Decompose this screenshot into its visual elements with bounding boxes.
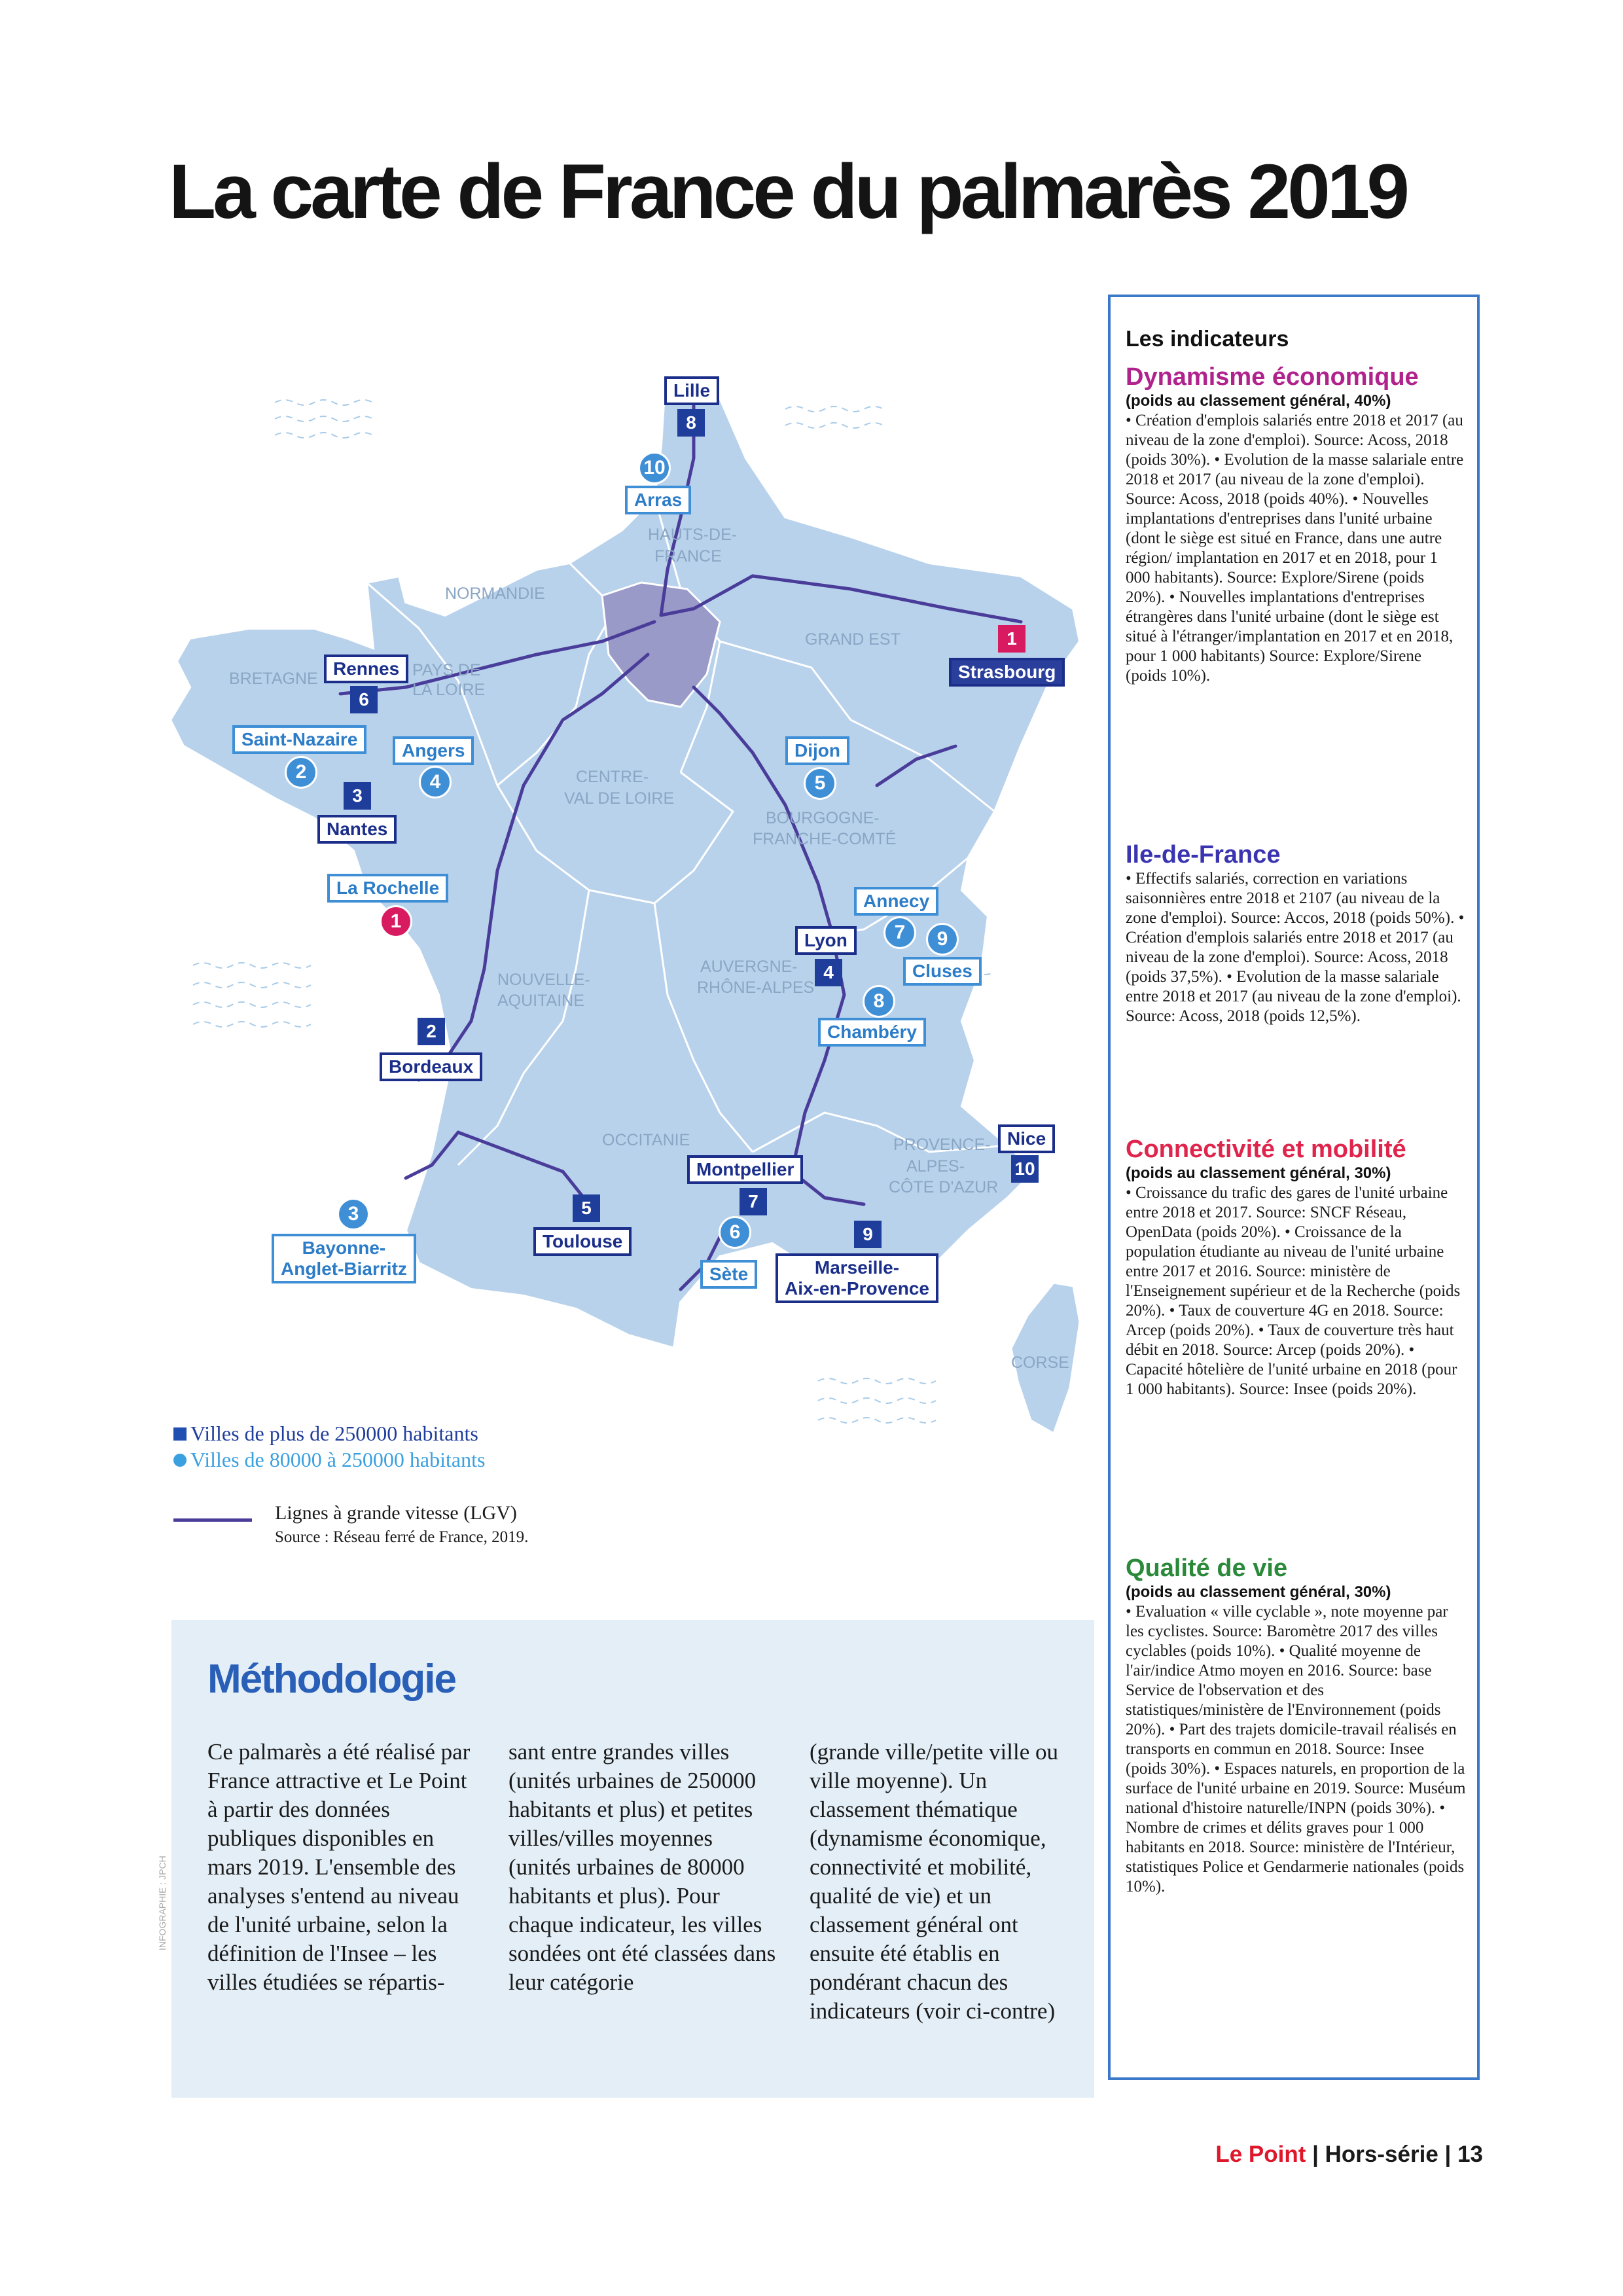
methodology-box (171, 1620, 1094, 2098)
legend-label: Villes de 80000 à 250000 habitants (190, 1448, 486, 1471)
rank-badge-toulouse: 5 (573, 1194, 600, 1222)
rank-badge-rennes: 6 (350, 686, 378, 713)
city-label-saint-nazaire: Saint-Nazaire (232, 725, 366, 754)
region-label: CORSE (1011, 1354, 1069, 1372)
france-landmass (170, 383, 1080, 1348)
city-label-angers: Angers (393, 736, 474, 765)
section-body: • Création d'emplois salariés entre 2018 et 2017 (au niveau de la zone d'emploi). Source: Acoss, 2018 (poids 30%). • Evolution de la masse salariale entre 2018 et 2017 (au niveau de la zone d'emploi). Source: Acoss, 2018 (poids 40%). • Nouvelles implantations d'entreprises dans l'unité urbaine (dont le siège est situé en France, dans une autre région/ implantation en 2017 et en 2018, pour 1 000 habitants). Source: Explore/Sirene (poids 20%). • Nouvelles implantations d'entreprises étrangères dans l'unité urbaine (dont le siège est situé à l'étranger/implantation en 2017 et en 2018, pour 1 000 habitants) Source: Explore/Sirene (poids 10%). (1126, 412, 1464, 685)
rank-badge-nice: 10 (1011, 1155, 1039, 1183)
city-label-annecy: Annecy (854, 887, 938, 916)
rank-badge-chambery: 8 (863, 985, 895, 1018)
region-label: CÔTE D'AZUR (889, 1178, 999, 1196)
city-name-line: Marseille- (814, 1257, 900, 1278)
indicator-section-idf (1126, 840, 1466, 1026)
city-label-strasbourg: Strasbourg (949, 658, 1065, 687)
indicator-section-dynamisme (1126, 363, 1466, 686)
city-label-nantes: Nantes (317, 815, 397, 844)
indicators-header: Les indicateurs (1126, 327, 1289, 351)
region-label: OCCITANIE (602, 1131, 690, 1149)
city-label-la-rochelle: La Rochelle (327, 874, 448, 903)
region-label: PROVENCE- (893, 1136, 991, 1154)
section-weight: (poids au classement général, 30%) (1126, 1164, 1391, 1182)
indicator-section-qualite (1126, 1554, 1466, 1897)
city-label-bayonne (272, 1234, 416, 1283)
rank-badge-la-rochelle: 1 (380, 905, 412, 938)
section-title: Dynamisme économique (1126, 363, 1419, 391)
city-label-chambery: Chambéry (818, 1018, 926, 1047)
city-label-lyon: Lyon (795, 926, 857, 955)
section-body: • Croissance du trafic des gares de l'unité urbaine entre 2018 et 2017. Source: SNCF Réseau, OpenData (poids 20%). • Croissance de la population étudiante au niveau de l'unité urbaine entre 2017 et 2016. Source: ministère de l'Enseignement supérieur et de la Recherche (poids 20%). • Taux de couverture 4G en 2018. Source: Arcep (poids 20%). • Taux de couverture très haut débit en 2018. Source: Arcep (poids 20%). • Capacité hôtelière de l'unité urbaine en 2018 (pour 1 000 habitants). Source: Insee (poids 20%). (1126, 1184, 1461, 1398)
region-label: BRETAGNE (229, 670, 318, 688)
region-label: FRANCE (654, 547, 722, 565)
legend-medium-cities (173, 1448, 485, 1472)
circle-icon (173, 1454, 187, 1467)
region-label: NORMANDIE (445, 584, 545, 603)
city-label-nice: Nice (998, 1124, 1055, 1153)
region-label: BOURGOGNE- (766, 809, 880, 827)
rank-badge-nantes: 3 (344, 782, 371, 810)
rank-badge-annecy: 7 (883, 916, 916, 949)
rank-badge-lille: 8 (677, 409, 705, 437)
region-label: AUVERGNE- (700, 958, 798, 976)
region-label: GRAND EST (805, 630, 901, 649)
city-name-line: Aix-en-Provence (785, 1278, 929, 1299)
legend-label: Villes de plus de 250000 habitants (190, 1422, 478, 1445)
section-body: • Effectifs salariés, correction en variations saisonnières entre 2018 et 2107 (au niveau de la zone d'emploi). Source: Accos, 2018 (poids 50%). • Création d'emplois salariés entre 2018 et 2017 (au niveau de la zone d'emploi). Source: Acoss, 2018 (poids 37,5%). • Evolution de la masse salariale entre 2018 et 2017 (au niveau de la zone d'emploi). Source: Acoss, 2018 (poids 12,5%). (1126, 870, 1465, 1025)
rank-badge-strasbourg: 1 (998, 625, 1026, 653)
footer-section: Hors-série (1325, 2142, 1438, 2167)
page-title: La carte de France du palmarès 2019 (169, 149, 1407, 235)
section-title: Qualité de vie (1126, 1554, 1288, 1582)
methodology-column-1: Ce palmarès a été réalisé par France attractive et Le Point à partir des données publiques disponibles en mars 2019. L'ensemble des analyses s'entend au niveau de l'unité urbaine, selon la définition de l'Insee – les villes étudiées se répartis- (207, 1739, 471, 1995)
city-label-lille: Lille (664, 376, 719, 405)
section-title: Connectivité et mobilité (1126, 1136, 1406, 1163)
section-title: Ile-de-France (1126, 841, 1281, 869)
region-label: ALPES- (906, 1157, 965, 1175)
rank-badge-cluses: 9 (926, 923, 959, 956)
region-label: FRANCHE-COMTÉ (753, 830, 897, 848)
footer-brand: Le Point (1215, 2142, 1306, 2167)
section-body: • Evaluation « ville cyclable », note moyenne par les cyclistes. Source: Baromètre 2017 des villes cyclables (poids 10%). • Qualité moyenne de l'air/indice Atmo moyen en 2016. Source: base Service de l'observation et des statistiques/ministère de l'Environnement (poids 20%). • Part des trajets domicile-travail réalisés en transports en commun en 2018. Source: Insee (poids 30%). • Espaces naturels, en proportion de la surface de l'unité urbaine en 2019. Source: Muséum national d'histoire naturelle/INPN (poids 30%). • Nombre de crimes et délits graves pour 1 000 habitants en 2018. Source: ministère de l'Intérieur, statistiques Police et Gendarmerie nationales (poids 10%). (1126, 1603, 1466, 1895)
rank-badge-angers: 4 (419, 766, 452, 798)
rank-badge-sete: 6 (719, 1216, 751, 1249)
region-label: RHÔNE-ALPES (697, 978, 815, 997)
city-label-rennes: Rennes (324, 655, 408, 683)
city-name-line: Anglet-Biarritz (281, 1259, 407, 1280)
page-footer (1215, 2142, 1483, 2168)
infographic-credit: INFOGRAPHIE : JPCH (157, 1856, 168, 1950)
methodology-title: Méthodologie (207, 1657, 455, 1702)
legend-lgv: Lignes à grande vitesse (LGV) (275, 1502, 517, 1524)
region-label: LA LOIRE (412, 681, 486, 699)
rank-badge-arras: 10 (638, 452, 671, 484)
footer-separator: | (1312, 2142, 1319, 2167)
city-label-arras: Arras (625, 486, 691, 514)
methodology-column-3: (grande ville/petite ville ou ville moyenne). Un classement thématique (dynamisme économique, connectivité et mobilité, qualité de vie) et un classement général ont ensuite été établis en pondérant chacun des indicateurs (voir ci-contre) (810, 1739, 1059, 2024)
rank-badge-lyon: 4 (815, 959, 842, 986)
rank-badge-montpellier: 7 (740, 1188, 767, 1215)
lgv-legend-line (173, 1518, 252, 1522)
city-label-montpellier: Montpellier (687, 1155, 803, 1184)
indicator-section-connectivite (1126, 1135, 1466, 1399)
section-weight: (poids au classement général, 30%) (1126, 1583, 1391, 1601)
rank-badge-saint-nazaire: 2 (285, 756, 317, 789)
region-label: CENTRE- (576, 768, 649, 786)
region-label: HAUTS-DE- (648, 526, 738, 544)
city-name-line: Bayonne- (302, 1238, 386, 1258)
city-label-sete: Sète (700, 1260, 757, 1289)
square-icon (173, 1427, 187, 1441)
rank-badge-bordeaux: 2 (418, 1018, 445, 1045)
page-number: 13 (1457, 2142, 1483, 2167)
map-source: Source : Réseau ferré de France, 2019. (275, 1528, 529, 1546)
region-label: AQUITAINE (497, 992, 584, 1010)
city-label-bordeaux: Bordeaux (380, 1052, 482, 1081)
indicators-panel (1108, 295, 1480, 2080)
city-label-cluses: Cluses (903, 957, 982, 986)
methodology-column-2: sant entre grandes villes (unités urbaines de 250000 habitants et plus) et petites villes/villes moyennes (unités urbaines de 80000 habitants et plus). Pour chaque indicateur, les villes sondées ont été classées dans leur catégorie (508, 1739, 776, 1995)
footer-separator: | (1444, 2142, 1452, 2167)
rank-badge-marseille: 9 (854, 1221, 882, 1248)
city-label-marseille (776, 1253, 938, 1303)
rank-badge-dijon: 5 (804, 767, 836, 800)
section-weight: (poids au classement général, 40%) (1126, 392, 1391, 410)
region-label: NOUVELLE- (497, 971, 590, 989)
region-label: VAL DE LOIRE (564, 789, 675, 808)
city-label-toulouse: Toulouse (533, 1227, 632, 1256)
region-label: PAYS DE (412, 661, 481, 679)
rank-badge-bayonne: 3 (337, 1198, 370, 1230)
city-label-dijon: Dijon (785, 736, 849, 765)
legend-large-cities (173, 1422, 478, 1446)
